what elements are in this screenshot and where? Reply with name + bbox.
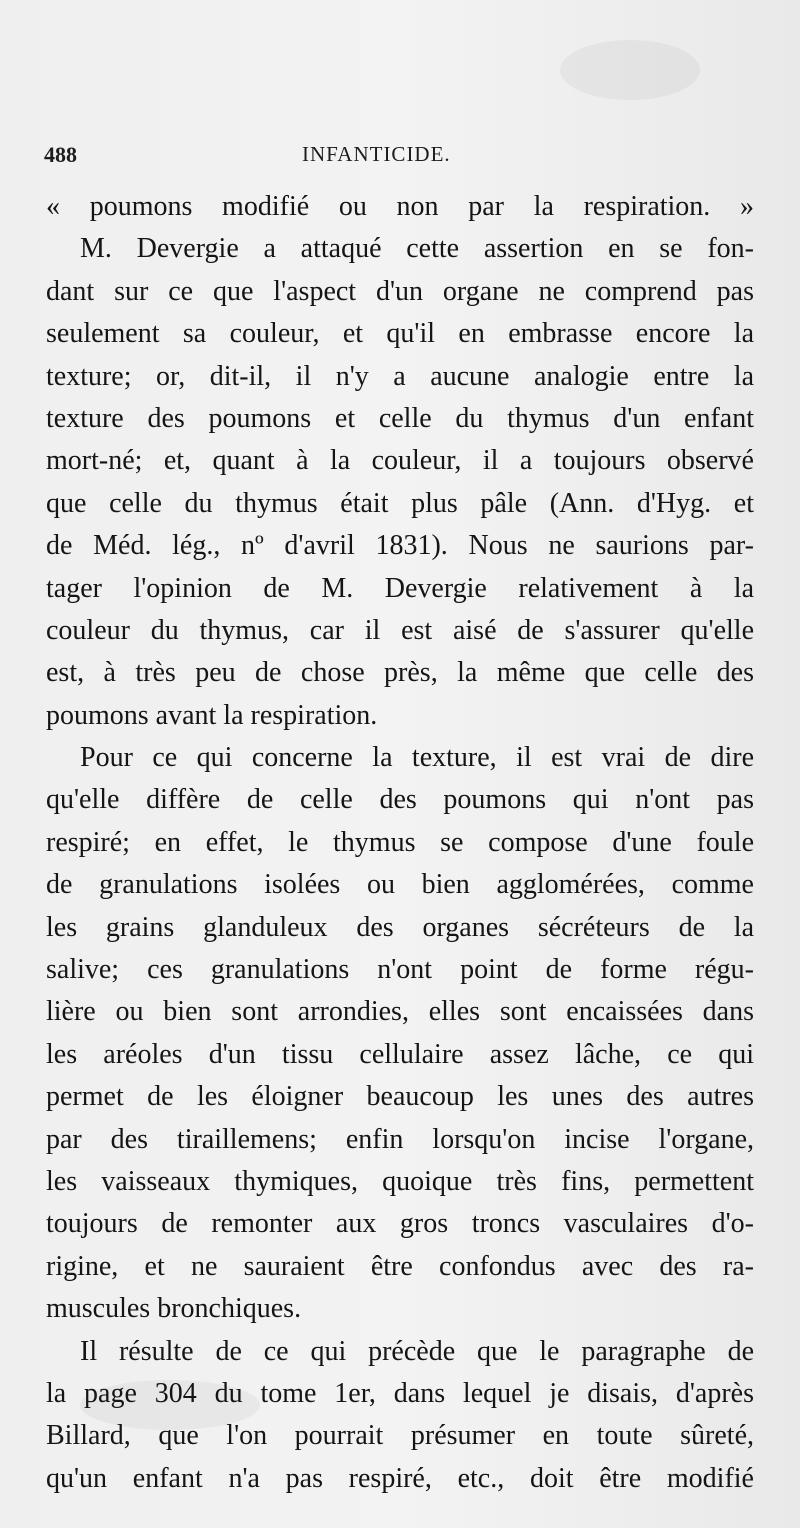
text-line: de granulations isolées ou bien agglomérées, comme [46, 869, 754, 901]
text-line: les grains glanduleux des organes sécréteurs de la [46, 911, 754, 943]
text-line: respiré; en effet, le thymus se compose d'une foule [46, 826, 754, 858]
text-line: dant sur ce que l'aspect d'un organe ne comprend pas [46, 275, 754, 307]
text-line: texture des poumons et celle du thymus d'un enfant [46, 402, 754, 434]
text-line: Billard, que l'on pourrait présumer en toute sûreté, [46, 1420, 754, 1452]
paper-stain [560, 40, 700, 100]
text-line: Il résulte de ce qui précède que le paragraphe de [80, 1335, 754, 1367]
text-line: les aréoles d'un tissu cellulaire assez lâche, ce qui [46, 1038, 754, 1070]
text-line: muscules bronchiques. [46, 1293, 302, 1325]
running-title: INFANTICIDE. [302, 142, 451, 166]
text-line: Pour ce qui concerne la texture, il est vrai de dire [80, 742, 754, 774]
text-line: de Méd. lég., nº d'avril 1831). Nous ne saurions par- [46, 530, 754, 562]
text-line: M. Devergie a attaqué cette assertion en se fon- [80, 233, 754, 265]
text-line: couleur du thymus, car il est aisé de s'assurer qu'elle [46, 614, 754, 646]
text-line: rigine, et ne sauraient être confondus avec des ra- [46, 1250, 754, 1282]
text-line: seulement sa couleur, et qu'il en embrasse encore la [46, 318, 754, 350]
text-line: lière ou bien sont arrondies, elles sont encaissées dans [46, 996, 754, 1028]
text-line: permet de les éloigner beaucoup les unes des autres [46, 1081, 754, 1113]
text-line: est, à très peu de chose près, la même que celle des [46, 657, 754, 689]
text-line: mort-né; et, quant à la couleur, il a toujours observé [46, 445, 754, 477]
body-text [46, 186, 754, 1500]
page-number: 488 [44, 142, 77, 167]
text-line: qu'elle diffère de celle des poumons qui n'ont pas [46, 784, 754, 816]
text-line: poumons avant la respiration. [46, 699, 378, 731]
text-line: par des tiraillemens; enfin lorsqu'on incise l'organe, [46, 1123, 754, 1155]
text-line: « poumons modifié ou non par la respiration. » [46, 191, 754, 222]
text-line: les vaisseaux thymiques, quoique très fins, permettent [46, 1165, 754, 1197]
text-line: la page 304 du tome 1er, dans lequel je disais, d'après [46, 1377, 754, 1409]
text-line: tager l'opinion de M. Devergie relativement à la [46, 572, 754, 604]
text-line: toujours de remonter aux gros troncs vasculaires d'o- [46, 1208, 754, 1240]
text-line: que celle du thymus était plus pâle (Ann. d'Hyg. et [46, 487, 754, 519]
text-line: salive; ces granulations n'ont point de forme régu- [46, 954, 754, 986]
page-header [44, 142, 744, 172]
text-line: texture; or, dit-il, il n'y a aucune analogie entre la [46, 360, 754, 392]
text-line: qu'un enfant n'a pas respiré, etc., doit être modifié [46, 1462, 754, 1494]
